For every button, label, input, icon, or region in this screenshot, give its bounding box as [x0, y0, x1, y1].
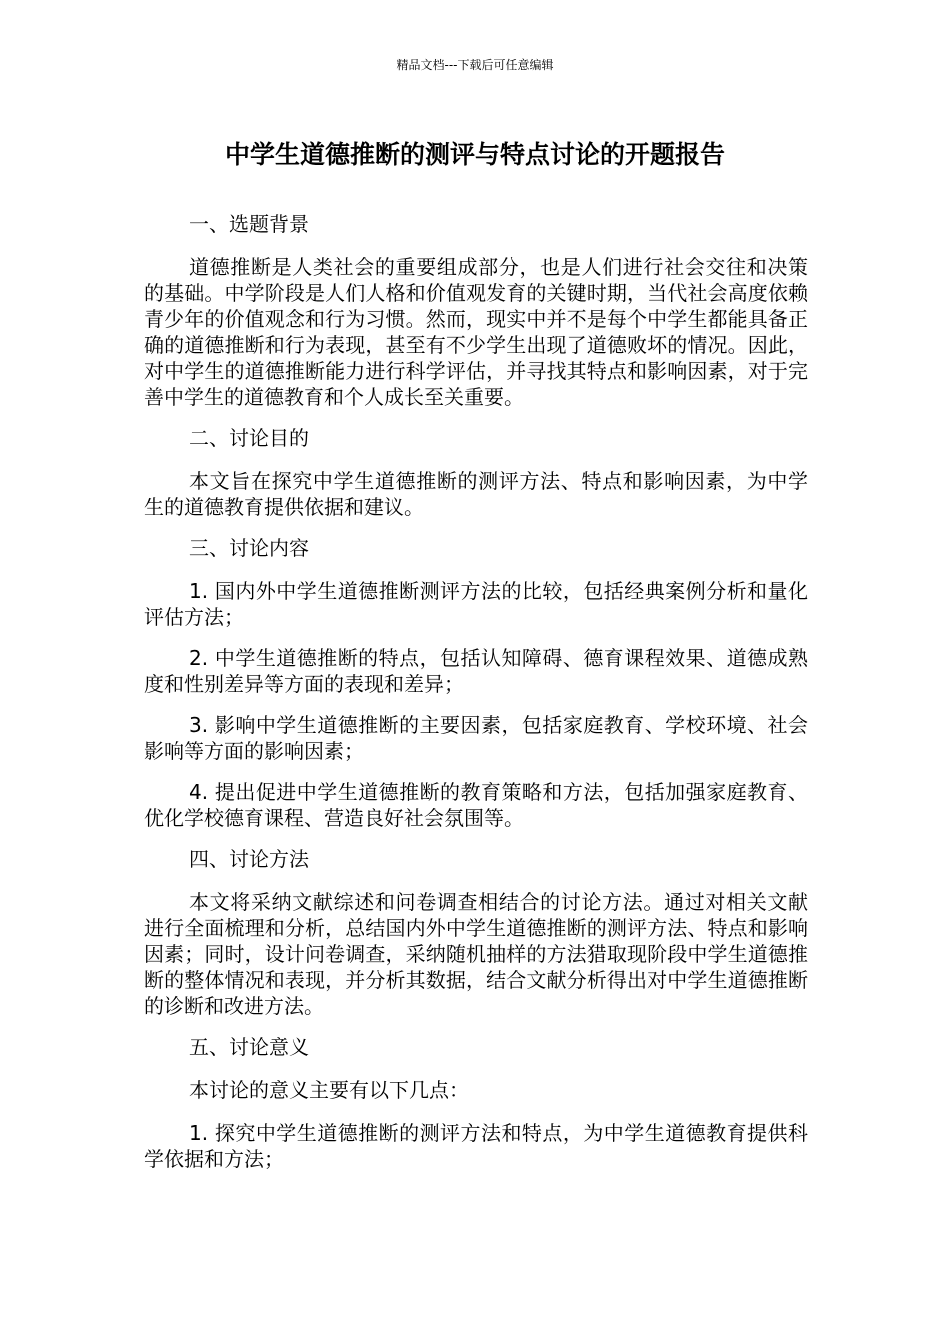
- list-item-content-4: 4. 提出促进中学生道德推断的教育策略和方法，包括加强家庭教育、优化学校德育课程、营造良好社会氛围等。: [144, 780, 808, 830]
- paragraph-background: 道德推断是人类社会的重要组成部分，也是人们进行社会交往和决策的基础。中学阶段是人们人格和价值观发育的关键时期，当代社会高度依赖青少年的价值观念和行为习惯。然而，现实中并不是每个中学生都能具备正确的道德推断和行为表现，甚至有不少学生出现了道德败坏的情况。因此，对中学生的道德推断能力进行科学评估，并寻找其特点和影响因素，对于完善中学生的道德教育和个人成长至关重要。: [144, 255, 808, 409]
- paragraph-significance-intro: 本讨论的意义主要有以下几点：: [189, 1078, 469, 1102]
- section-heading-significance: 五、讨论意义: [189, 1035, 309, 1059]
- section-heading-content: 三、讨论内容: [189, 536, 309, 560]
- page-header: 精品文档---下载后可任意编辑: [396, 58, 554, 72]
- list-item-significance-1: 1. 探究中学生道德推断的测评方法和特点，为中学生道德教育提供科学依据和方法；: [144, 1121, 808, 1171]
- paragraph-method: 本文将采纳文献综述和问卷调查相结合的讨论方法。通过对相关文献进行全面梳理和分析，总结国内外中学生道德推断的测评方法、特点和影响因素；同时，设计问卷调查，采纳随机抽样的方法猎取现阶段中学生道德推断的整体情况和表现，并分析其数据，结合文献分析得出对中学生道德推断的诊断和改进方法。: [144, 890, 808, 1018]
- list-item-content-3: 3. 影响中学生道德推断的主要因素，包括家庭教育、学校环境、社会影响等方面的影响因素；: [144, 713, 808, 763]
- section-heading-background: 一、选题背景: [189, 212, 309, 236]
- paragraph-purpose: 本文旨在探究中学生道德推断的测评方法、特点和影响因素，为中学生的道德教育提供依据和建议。: [144, 469, 808, 519]
- list-item-content-1: 1. 国内外中学生道德推断测评方法的比较，包括经典案例分析和量化评估方法；: [144, 579, 808, 629]
- document-body: [144, 211, 808, 1187]
- list-item-content-2: 2. 中学生道德推断的特点，包括认知障碍、德育课程效果、道德成熟度和性别差异等方面的表现和差异；: [144, 646, 808, 696]
- section-heading-purpose: 二、讨论目的: [189, 426, 309, 450]
- section-heading-method: 四、讨论方法: [189, 847, 309, 871]
- document-title: 中学生道德推断的测评与特点讨论的开题报告: [224, 140, 725, 169]
